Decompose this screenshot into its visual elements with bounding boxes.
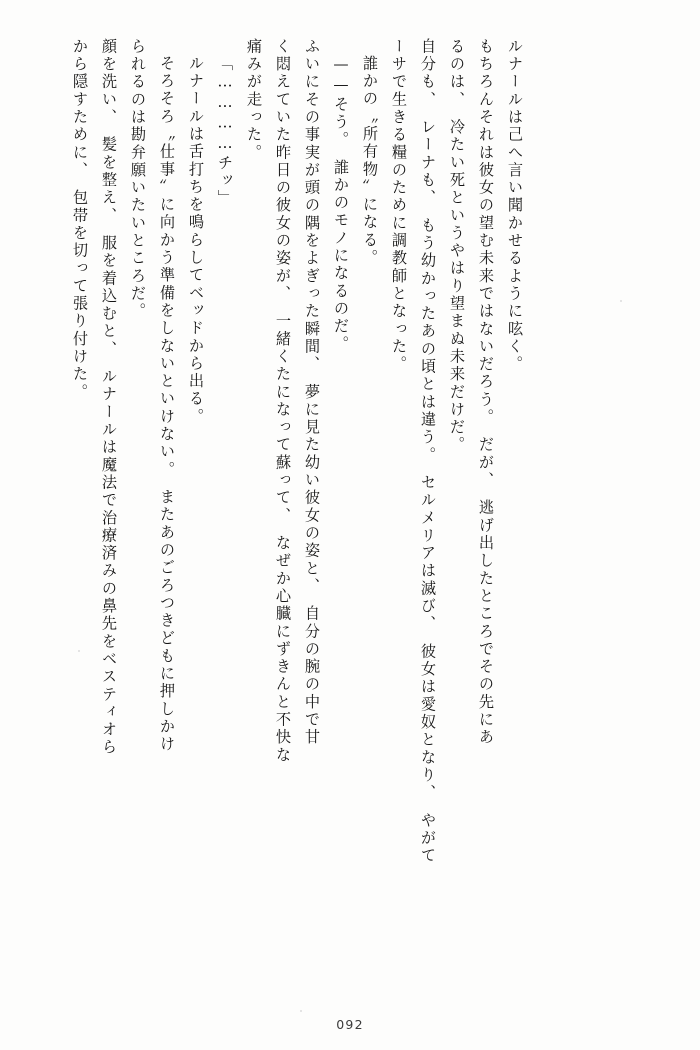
text-column: もちろんそれは彼女の望む未来ではないだろう。 だが、 逃げ出したところでその先にあ <box>477 38 495 747</box>
text-column: ルナールは己へ言い聞かせるように呟く。 <box>506 38 524 374</box>
text-column: から隠すために、 包帯を切って張り付けた。 <box>71 38 89 402</box>
text-column: そろそろ〝仕事〟に向かう準備をしないといけない。 またあのごろつきどもに押しかけ <box>158 55 176 754</box>
page-number: 092 <box>336 1017 364 1032</box>
text-column: るのは、 冷たい死というやはり望まぬ未来だけだ。 <box>448 38 466 454</box>
text-column: 自分も、 レーナも、 もう幼かったあの頃とは違う。 セルメリアは滅び、 彼女は愛奴となり、 やがて <box>419 38 437 865</box>
paper-speckle <box>78 650 80 652</box>
text-column: ーサで生きる糧のために調教師となった。 <box>390 38 408 374</box>
paper-speckle <box>300 1010 302 1012</box>
vertical-text-block <box>58 38 666 988</box>
text-column: 顔を洗い、 髪を整え、 服を着込むと、 ルナールは魔法で治療済みの鼻先をベスティオら <box>100 38 118 757</box>
text-column: 痛みが走った。 <box>245 38 263 162</box>
text-column: られるのは勘弁願いたいところだ。 <box>129 38 147 321</box>
text-column: ——そう。 誰かのモノになるのだ。 <box>332 55 350 354</box>
text-column: ルナールは舌打ちを鳴らしてベッドから出る。 <box>187 55 205 426</box>
paper-speckle <box>620 300 622 302</box>
text-column: ふいにその事実が頭の隅をよぎった瞬間、 夢に見た幼い彼女の姿と、 自分の腕の中で甘 <box>303 38 321 747</box>
text-column: 誰かの〝所有物〟になる。 <box>361 55 379 267</box>
text-column: 「…………チッ」 <box>216 55 234 208</box>
text-column: く悶えていた昨日の彼女の姿が、 一緒くたになって蘇って、 なぜか心臓にずきんと不快な <box>274 38 292 765</box>
